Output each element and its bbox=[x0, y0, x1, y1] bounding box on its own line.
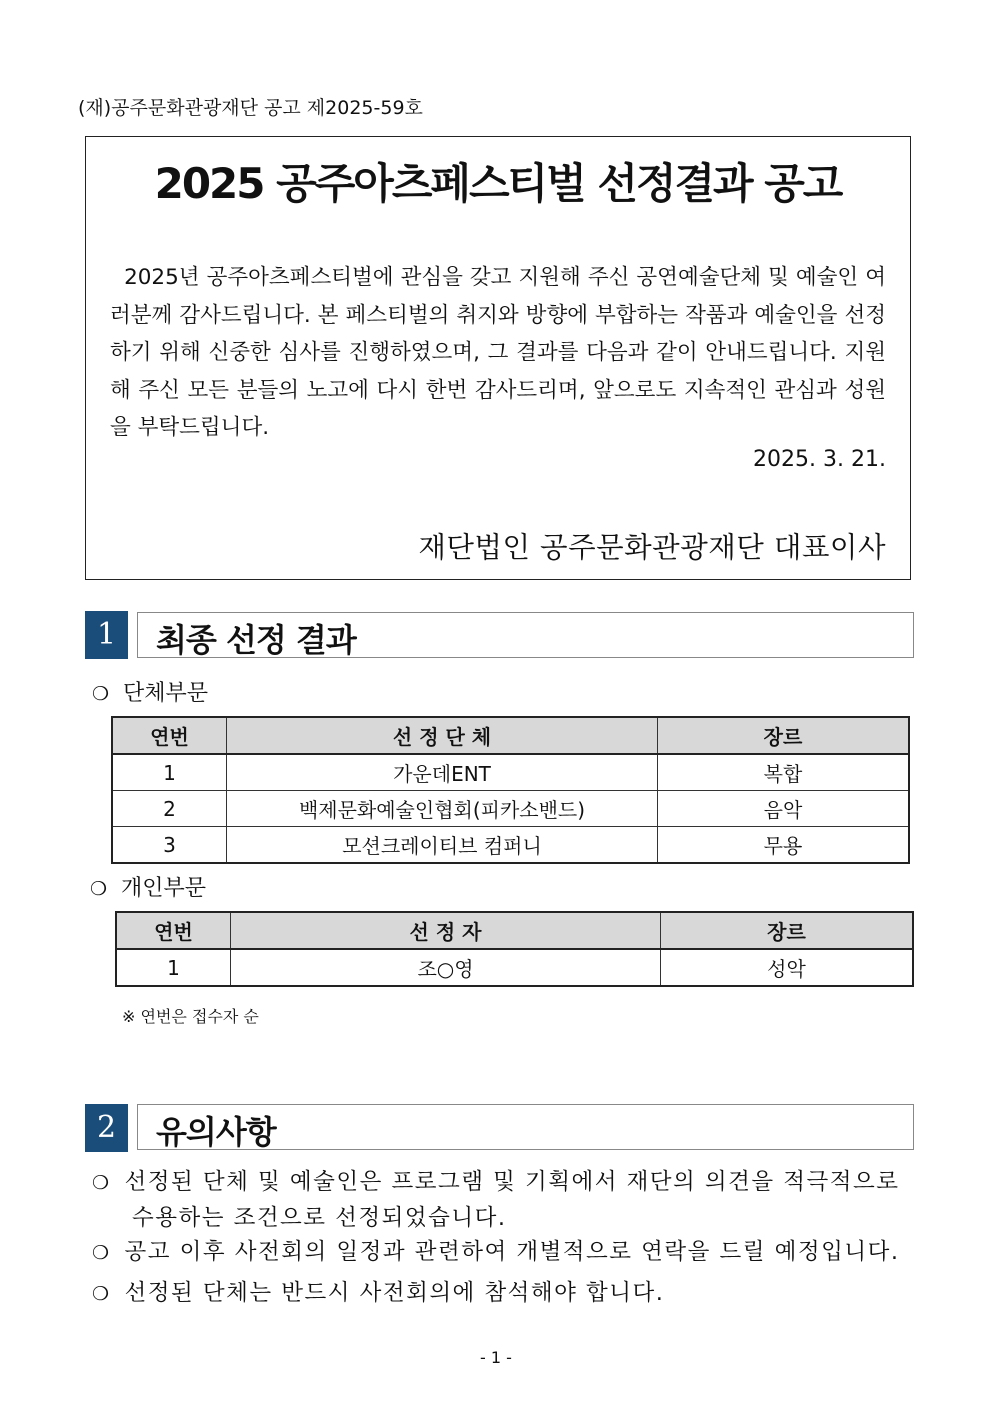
table-cell: 백제문화예술인협회(피카소밴드) bbox=[227, 791, 658, 827]
table-cell: 3 bbox=[112, 827, 227, 864]
table-row bbox=[112, 754, 909, 791]
table-header-cell: 장르 bbox=[661, 912, 914, 949]
section2-title-box bbox=[137, 1104, 914, 1150]
notice-box bbox=[85, 136, 911, 580]
caution-text: 공고 이후 사전회의 일정과 관련하여 개별적으로 연락을 드릴 예정입니다. bbox=[124, 1239, 900, 1265]
bullet-icon: ❍ bbox=[92, 1172, 111, 1194]
page-number: - 1 - bbox=[480, 1348, 512, 1367]
group-category-heading bbox=[92, 676, 208, 707]
section2-title: 유의사항 bbox=[156, 1113, 276, 1151]
table-cell: 음악 bbox=[658, 791, 910, 827]
table-cell: 1 bbox=[116, 949, 231, 986]
group-selection-table bbox=[111, 716, 910, 864]
table-cell: 1 bbox=[112, 754, 227, 791]
table-cell: 가운데ENT bbox=[227, 754, 658, 791]
individual-category-label: 개인부문 bbox=[121, 876, 207, 901]
table-cell: 성악 bbox=[661, 949, 914, 986]
bullet-icon: ❍ bbox=[92, 1283, 111, 1305]
section1-title: 최종 선정 결과 bbox=[156, 621, 356, 659]
table-cell: 2 bbox=[112, 791, 227, 827]
bullet-icon: ❍ bbox=[90, 878, 108, 900]
section1-title-box bbox=[137, 612, 914, 658]
notice-date: 2025. 3. 21. bbox=[753, 447, 886, 472]
table-row bbox=[112, 827, 909, 864]
table-cell: 모션크레이티브 컴퍼니 bbox=[227, 827, 658, 864]
caution-item bbox=[92, 1165, 918, 1236]
table-row bbox=[116, 949, 913, 986]
page-title: 2025 공주아츠페스티벌 선정결과 공고 bbox=[154, 159, 842, 208]
table-header-cell: 선 정 단 체 bbox=[227, 717, 658, 754]
group-category-label: 단체부문 bbox=[123, 681, 209, 706]
individual-category-heading bbox=[90, 871, 206, 902]
section1-number-badge: 1 bbox=[85, 611, 128, 659]
notice-signer: 재단법인 공주문화관광재단 대표이사 bbox=[418, 531, 886, 564]
caution-text-continued: 수용하는 조건으로 선정되었습니다. bbox=[132, 1205, 507, 1231]
notice-number: (재)공주문화관광재단 공고 제2025-59호 bbox=[78, 97, 423, 119]
table-header-cell: 선 정 자 bbox=[231, 912, 661, 949]
section2-number-badge: 2 bbox=[85, 1104, 128, 1152]
caution-text: 선정된 단체 및 예술인은 프로그램 및 기획에서 재단의 의견을 적극적으로 bbox=[124, 1169, 900, 1195]
table-cell: 조○영 bbox=[231, 949, 661, 986]
table-header-row bbox=[112, 717, 909, 754]
table-cell: 복합 bbox=[658, 754, 910, 791]
caution-item bbox=[92, 1276, 918, 1312]
caution-text: 선정된 단체는 반드시 사전회의에 참석해야 합니다. bbox=[124, 1280, 665, 1306]
table-cell: 무용 bbox=[658, 827, 910, 864]
bullet-icon: ❍ bbox=[92, 1242, 111, 1264]
caution-item bbox=[92, 1235, 918, 1271]
table-header-cell: 장르 bbox=[658, 717, 910, 754]
individual-selection-table bbox=[115, 911, 914, 987]
table-header-row bbox=[116, 912, 913, 949]
table-row bbox=[112, 791, 909, 827]
intro-paragraph: 2025년 공주아츠페스티벌에 관심을 갖고 지원해 주신 공연예술단체 및 예술인 여러분께 감사드립니다. 본 페스티벌의 취지와 방향에 부합하는 작품과 예술인을 선정하기 위해 신중한 심사를 진행하였으며, 그 결과를 다음과 같이 안내드립니다. 지원해 주신 모든 분들의 노고에 다시 한번 감사드리며, 앞으로도 지속적인 관심과 성원을 부탁드립니다. bbox=[110, 265, 886, 440]
ordering-note: ※ 연번은 접수자 순 bbox=[122, 1007, 259, 1026]
table-header-cell: 연번 bbox=[116, 912, 231, 949]
bullet-icon: ❍ bbox=[92, 683, 110, 705]
table-header-cell: 연번 bbox=[112, 717, 227, 754]
